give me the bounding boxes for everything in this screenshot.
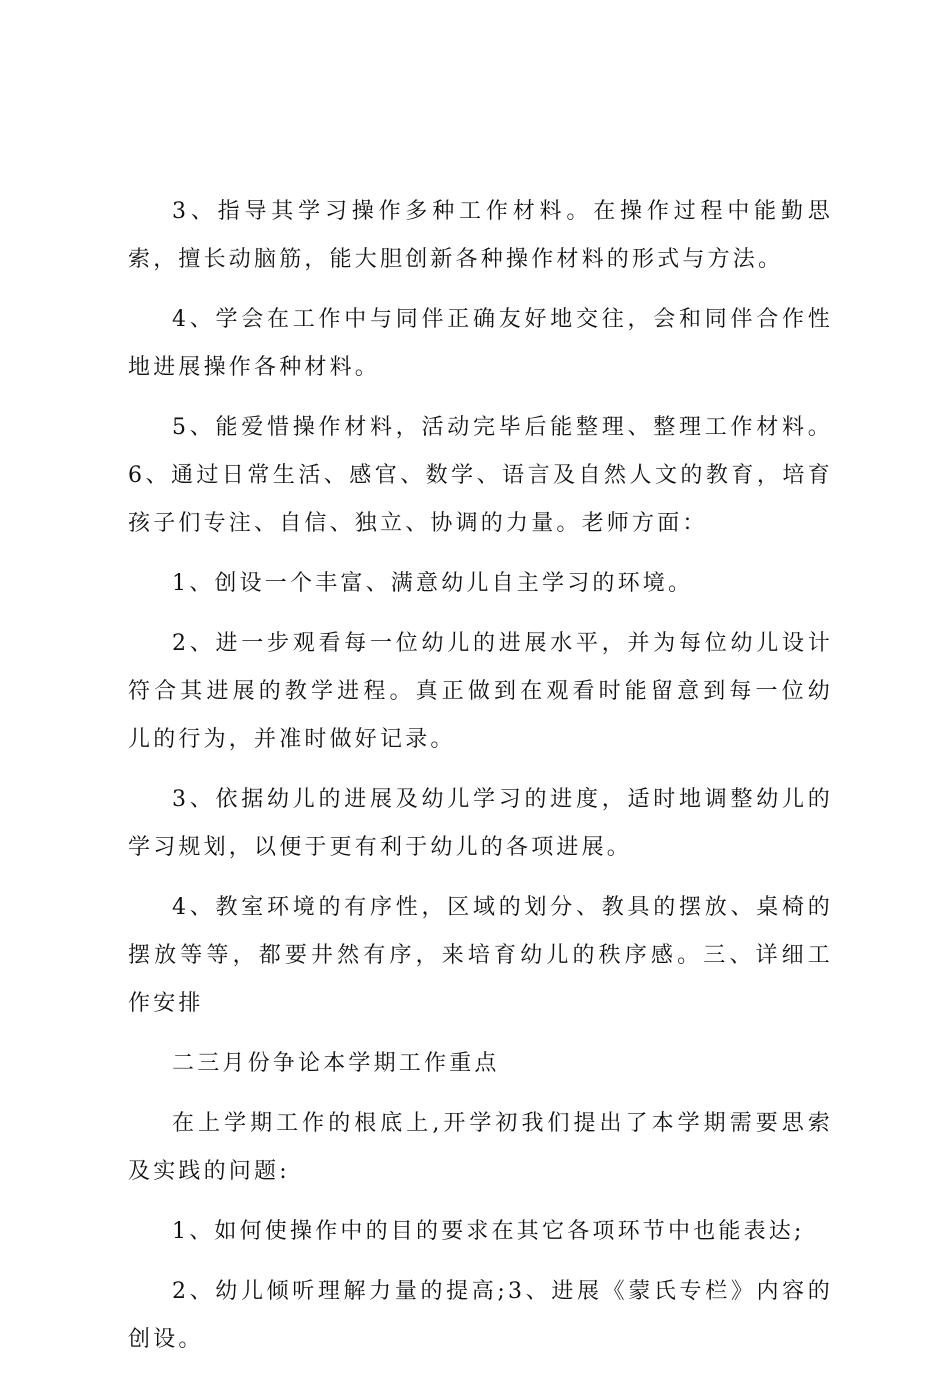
paragraph: 4、学会在工作中与同伴正确友好地交往，会和同伴合作性地进展操作各种材料。: [128, 307, 833, 380]
paragraph: 2、进一步观看每一位幼儿的进展水平，并为每位幼儿设计符合其进展的教学进程。真正做到在观看时能留意到每一位幼儿的行为，并准时做好记录。: [128, 631, 833, 752]
document-body: [128, 188, 833, 1376]
paragraph: 在上学期工作的根底上,开学初我们提出了本学期需要思索及实践的问题:: [128, 1111, 833, 1184]
paragraph: 3、依据幼儿的进展及幼儿学习的进度，适时地调整幼儿的学习规划，以便于更有利于幼儿的各项进展。: [128, 787, 833, 860]
paragraph: 2、幼儿倾听理解力量的提高;3、进展《蒙氏专栏》内容的创设。: [128, 1279, 833, 1352]
paragraph: 5、能爱惜操作材料，活动完毕后能整理、整理工作材料。6、通过日常生活、感官、数学、语言及自然人文的教育，培育孩子们专注、自信、独立、协调的力量。老师方面：: [128, 415, 833, 536]
paragraph: 1、创设一个丰富、满意幼儿自主学习的环境。: [172, 571, 694, 596]
paragraph: 1、如何使操作中的目的要求在其它各项环节中也能表达;: [172, 1219, 805, 1244]
paragraph: 二三月份争论本学期工作重点: [172, 1051, 500, 1076]
paragraph: 3、指导其学习操作多种工作材料。在操作过程中能勤思索，擅长动脑筋，能大胆创新各种操作材料的形式与方法。: [128, 199, 833, 272]
paragraph: 4、教室环境的有序性，区域的划分、教具的摆放、桌椅的摆放等等，都要井然有序，来培育幼儿的秩序感。三、详细工作安排: [128, 895, 833, 1016]
